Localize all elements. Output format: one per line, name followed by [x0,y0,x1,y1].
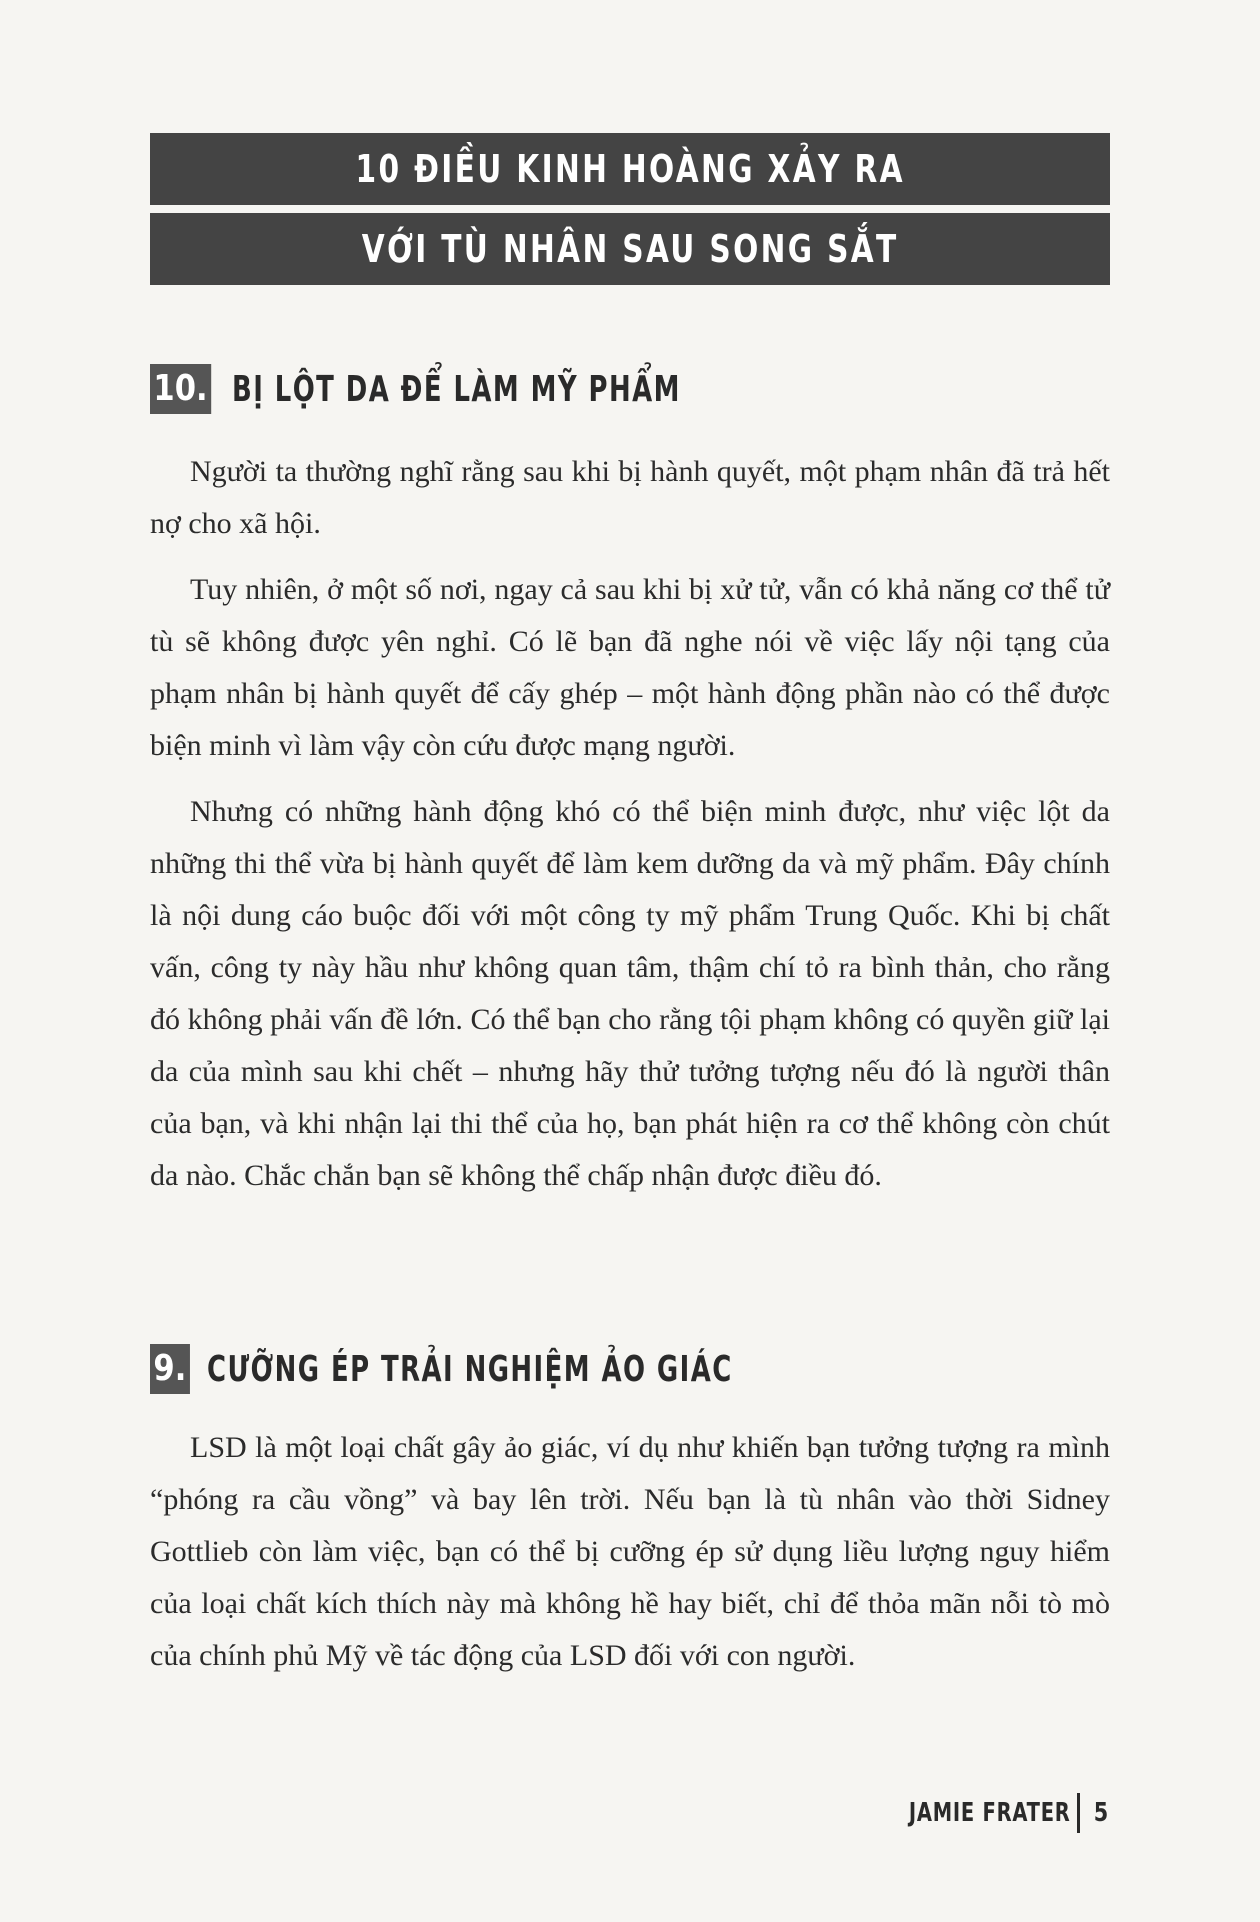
section-title: BỊ LỘT DA ĐỂ LÀM MỸ PHẨM [231,368,681,410]
section-heading-10 [150,364,855,414]
section-number: 10. [150,364,211,414]
footer-divider [1077,1793,1080,1833]
section-number: 9. [150,1344,190,1394]
section-heading-9 [150,1344,937,1394]
page-number: 5 [1093,1798,1109,1828]
paragraph: Tuy nhiên, ở một số nơi, ngay cả sau khi bị xử tử, vẫn có khả năng cơ thể tử tù sẽ không được yên nghỉ. Có lẽ bạn đã nghe nói về việc lấy nội tạng của phạm nhân bị hành quyết để cấy ghép – một hành động phần nào có thể được biện minh vì làm vậy còn cứu được mạng người. [150,573,1110,762]
author-name: JAMIE FRATER [909,1798,1071,1828]
paragraph: LSD là một loại chất gây ảo giác, ví dụ như khiến bạn tưởng tượng ra mình “phóng ra cầu vồng” và bay lên trời. Nếu bạn là tù nhân vào thời Sidney Gottlieb còn làm việc, bạn có thể bị cưỡng ép sử dụng liều lượng nguy hiểm của loại chất kích thích này mà không hề hay biết, chỉ để thỏa mãn nỗi tò mò của chính phủ Mỹ về tác động của LSD đối với con người. [150,1431,1110,1672]
chapter-title [150,133,1110,293]
paragraph: Nhưng có những hành động khó có thể biện minh được, như việc lột da những thi thể vừa bị hành quyết để làm kem dưỡng da và mỹ phẩm. Đây chính là nội dung cáo buộc đối với một công ty mỹ phẩm Trung Quốc. Khi bị chất vấn, công ty này hầu như không quan tâm, thậm chí tỏ ra bình thản, cho rằng đó không phải vấn đề lớn. Có thể bạn cho rằng tội phạm không có quyền giữ lại da của mình sau khi chết – nhưng hãy thử tưởng tượng nếu đó là người thân của bạn, và khi nhận lại thi thể của họ, bạn phát hiện ra cơ thể không còn chút da nào. Chắc chắn bạn sẽ không thể chấp nhận được điều đó. [150,795,1110,1192]
chapter-title-line-2: VỚI TÙ NHÂN SAU SONG SẮT [150,213,1110,285]
page-footer [855,1793,1110,1833]
paragraph: Người ta thường nghĩ rằng sau khi bị hành quyết, một phạm nhân đã trả hết nợ cho xã hội. [150,455,1110,540]
chapter-title-line-1: 10 ĐIỀU KINH HOÀNG XẢY RA [150,133,1110,205]
section-title: CƯỠNG ÉP TRẢI NGHIỆM ẢO GIÁC [206,1348,733,1390]
